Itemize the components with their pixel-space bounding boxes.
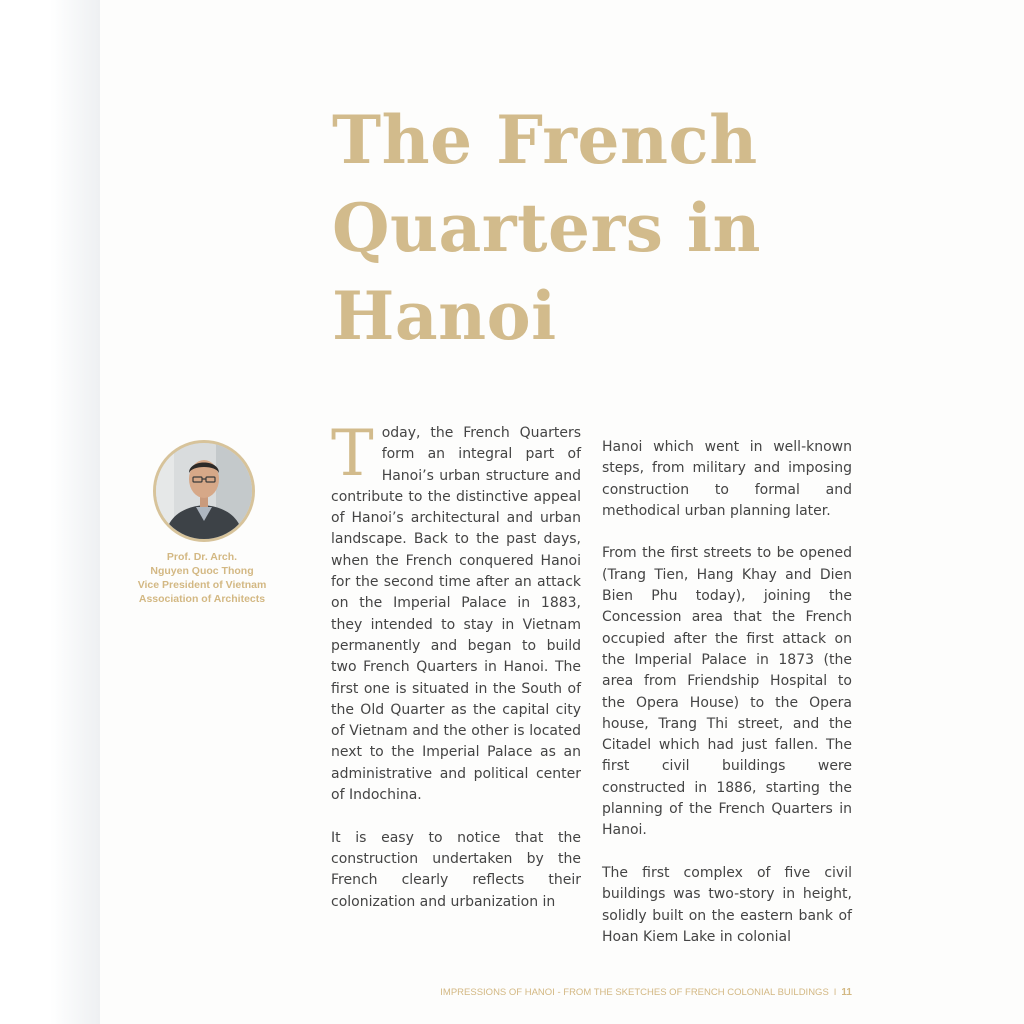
title-line-3: Hanoi [332, 277, 557, 355]
page-number: 11 [841, 987, 852, 998]
paragraph-1-text: oday, the French Quarters form an integral part of Hanoi’s urban structure and contribute to the distinctive appeal of Hanoi’s architectural and urban landscape. Back to the past days, when the French conquered Hanoi for the second time after an attack on the Imperial Palace in 1883, they intended to stay in Vietnam permanently and began to build two French Quarters in Hanoi. The first one is situated in the South of the Old Quarter as the capital city of Vietnam and the other is located next to the Imperial Palace as an administrative and political center of Indochina. [331, 425, 581, 804]
paragraph-4: The first complex of five civil buildings was two-story in height, solidly built on the eastern bank of Hoan Kiem Lake in colonial [602, 864, 852, 945]
author-name: Nguyen Quoc Thong [150, 565, 254, 577]
author-portrait [153, 440, 255, 542]
text-column-left [331, 417, 581, 934]
footer-book-title: IMPRESSIONS OF HANOI - FROM THE SKETCHES OF FRENCH COLONIAL BUILDINGS [440, 987, 829, 998]
paragraph-2-continued: Hanoi which went in well-known steps, from military and imposing construction to formal and methodical urban planning later. [602, 439, 852, 519]
paragraph-2: It is easy to notice that the construction undertaken by the French clearly reflects their colonization and urbanization in [331, 829, 581, 910]
page-margin-shadow [0, 0, 100, 1024]
author-position: Vice President of Vietnam [137, 579, 267, 591]
footer-separator: I [833, 987, 837, 998]
paragraph-3: From the first streets to be opened (Trang Tien, Hang Khay and Dien Bien Phu today), joining the Concession area that the French occupied after the first attack on the Imperial Palace in 1873 (the area from Friendship Hospital to the Opera House) to the Opera house, Trang Thi street, and the Citadel which had just fallen. The first civil buildings were constructed in 1886, starting the planning of the French Quarters in Hanoi. [602, 545, 852, 839]
title-line-2: Quarters in [332, 189, 761, 267]
page-title [332, 96, 772, 360]
author-organization: Association of Architects [138, 593, 266, 605]
title-line-1: The French [332, 101, 758, 179]
drop-cap: T [331, 417, 374, 491]
author-title: Prof. Dr. Arch. [166, 551, 238, 563]
paragraph-1 [331, 417, 581, 806]
text-column-right [602, 437, 852, 969]
author-caption [120, 550, 284, 606]
author-portrait-image [156, 443, 252, 539]
running-footer [427, 987, 852, 998]
